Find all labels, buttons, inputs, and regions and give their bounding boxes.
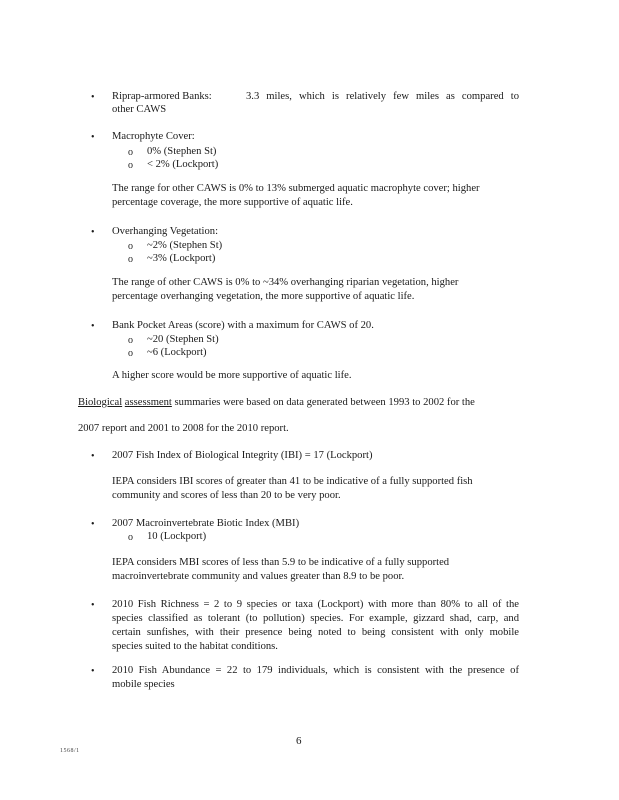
bio-underlined-1: Biological [78,397,123,408]
fish-abundance-line-2: mobile species [112,679,175,690]
bullet-icon: • [91,321,95,332]
overhanging-para-1: The range of other CAWS is 0% to ~34% overhanging riparian vegetation, higher [112,277,459,288]
mbi-label: 2007 Macroinvertebrate Biotic Index (MBI) [112,518,300,529]
sub-bullet-icon: o [128,147,133,158]
fish-abundance-block [112,664,519,692]
mbi-para-2: macroinvertebrate community and values greater than 8.9 to be poor. [112,571,405,582]
bullet-icon: • [91,519,95,530]
fish-richness-line-3: certain sunfishes, with their presence being noted to being consistent with only mobile [112,627,519,638]
overhanging-sub-2: ~3% (Lockport) [147,253,216,264]
riprap-value-text: 3.3 miles, which is relatively few miles as compared to [246,91,519,102]
riprap-line2: other CAWS [112,104,167,115]
fish-richness-line-4: species suited to the habitat conditions. [112,641,278,652]
fish-richness-block [112,598,519,654]
macrophyte-label: Macrophyte Cover: [112,131,195,142]
bullet-icon: • [91,666,95,677]
mbi-sub-1: 10 (Lockport) [147,531,207,542]
fish-richness-line-1: 2010 Fish Richness = 2 to 9 species or taxa (Lockport) with more than 80% to all of the [112,599,519,610]
bio-paragraph-line-1 [78,396,475,410]
bank-pocket-sub-1: ~20 (Stephen St) [147,334,219,345]
sub-bullet-icon: o [128,348,133,359]
macrophyte-sub-2: < 2% (Lockport) [147,159,219,170]
bullet-icon: • [91,451,95,462]
ibi-para-2: community and scores of less than 20 to be very poor. [112,490,341,501]
bullet-icon: • [91,227,95,238]
bank-pocket-label: Bank Pocket Areas (score) with a maximum for CAWS of 20. [112,320,374,331]
mbi-para-1: IEPA considers MBI scores of less than 5.9 to be indicative of a fully supported [112,557,450,568]
bio-rest-1: summaries were based on data generated between 1993 to 2002 for the [174,397,475,408]
bullet-icon: • [91,92,95,103]
ibi-label: 2007 Fish Index of Biological Integrity (IBI) = 17 (Lockport) [112,450,373,461]
sub-bullet-icon: o [128,254,133,265]
fish-richness-line-2: species classified as tolerant (to pollution) species. For example, gizzard shad, carp, and [112,613,519,624]
doc-id: 1568/1 [60,748,80,754]
sub-bullet-icon: o [128,160,133,171]
bank-pocket-sub-2: ~6 (Lockport) [147,347,207,358]
page-number: 6 [296,735,302,747]
ibi-para-1: IEPA considers IBI scores of greater than 41 to be indicative of a fully supported fish [112,476,473,487]
bio-underlined-2: assessment [124,397,172,408]
overhanging-label: Overhanging Vegetation: [112,226,219,237]
sub-bullet-icon: o [128,241,133,252]
bank-pocket-para: A higher score would be more supportive of aquatic life. [112,370,352,381]
sub-bullet-icon: o [128,532,133,543]
bullet-icon: • [91,132,95,143]
overhanging-para-2: percentage overhanging vegetation, the more supportive of aquatic life. [112,291,415,302]
riprap-value [246,90,519,104]
riprap-label: Riprap-armored Banks: [112,91,212,102]
sub-bullet-icon: o [128,335,133,346]
macrophyte-sub-1: 0% (Stephen St) [147,146,217,157]
macrophyte-para-2: percentage coverage, the more supportive of aquatic life. [112,197,353,208]
macrophyte-para-1: The range for other CAWS is 0% to 13% submerged aquatic macrophyte cover; higher [112,183,480,194]
overhanging-sub-1: ~2% (Stephen St) [147,240,223,251]
bullet-icon: • [91,600,95,611]
bio-paragraph-line-2: 2007 report and 2001 to 2008 for the 2010 report. [78,423,289,434]
fish-abundance-line-1: 2010 Fish Abundance = 22 to 179 individuals, which is consistent with the presence of [112,665,519,676]
